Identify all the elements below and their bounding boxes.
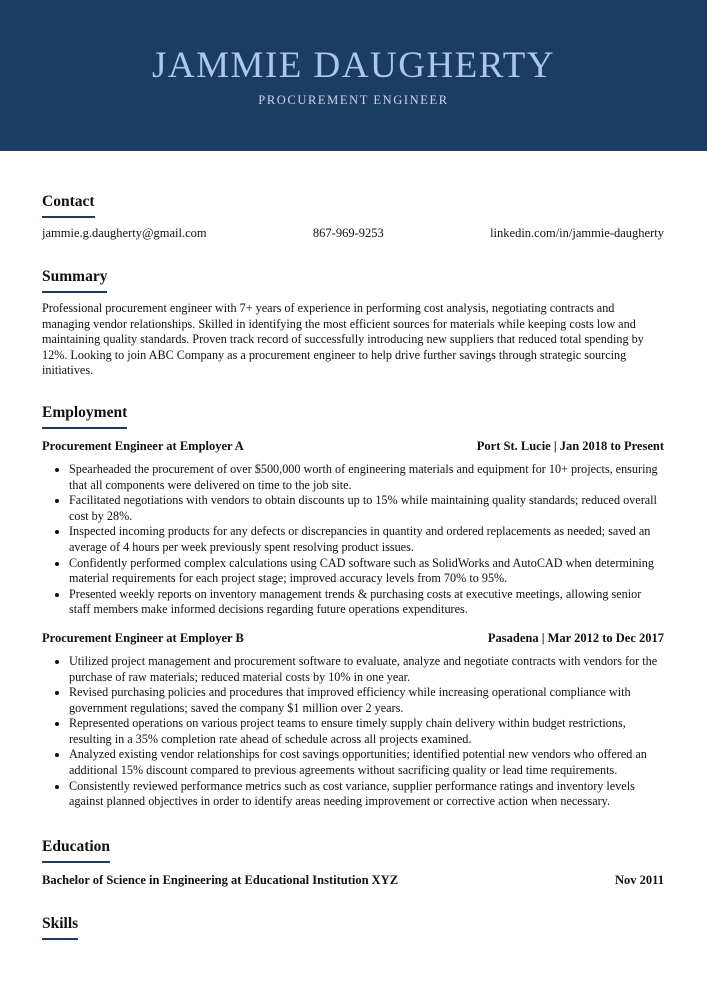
job-title: PROCUREMENT ENGINEER — [258, 93, 449, 107]
resume-header — [0, 0, 707, 151]
resume-body — [0, 193, 707, 940]
contact-email[interactable]: jammie.g.daugherty@gmail.com — [42, 226, 207, 240]
job-header — [42, 631, 664, 646]
job-title-a: Procurement Engineer at Employer A — [42, 438, 244, 453]
job-meta-a: Port St. Lucie | Jan 2018 to Present — [476, 438, 664, 453]
contact-linkedin[interactable]: linkedin.com/in/jammie-daugherty — [490, 226, 664, 240]
job-header — [42, 439, 664, 454]
employment-section — [42, 404, 664, 810]
list-item: • Analyzed existing vendor relationships for cost savings opportunities; identified potential new vendors who offered an additional 15% discount compared to previous agreements without sacrificing quality or lead time requirements. — [69, 747, 664, 778]
list-item: • Confidently performed complex calculations using CAD software such as SolidWorks and AutoCAD when determining material requirements for each project stage; improved accuracy levels from 70% to 95%. — [69, 556, 664, 587]
list-item: • Represented operations on various project teams to ensure timely supply chain delivery within budget restrictions, resulting in a 35% completion rate ahead of schedule across all projects examined. — [69, 716, 664, 747]
contact-heading: Contact — [42, 193, 95, 218]
list-item: • Utilized project management and procurement software to evaluate, analyze and negotiate contracts with vendors for the purchase of raw materials; reduced material costs by 10% in one year. — [69, 654, 664, 685]
candidate-name: JAMMIE DAUGHERTY — [151, 45, 556, 86]
contact-section — [42, 193, 664, 241]
skills-section — [42, 915, 664, 940]
job-bullets-b — [42, 654, 664, 810]
contact-row — [42, 226, 664, 241]
education-row — [42, 873, 664, 888]
education-date: Nov 2011 — [615, 872, 664, 887]
list-item: • Revised purchasing policies and procedures that improved efficiency while increasing operational compliance with government regulations; saved the company $1 million over 2 years. — [69, 685, 664, 716]
list-item: • Consistently reviewed performance metrics such as cost variance, supplier performance ratings and inventory levels against planned objectives in order to identify areas needing improvement or corrective action when necessary. — [69, 779, 664, 810]
job-bullets-a — [42, 462, 664, 618]
contact-phone[interactable]: 867-969-9253 — [312, 226, 384, 240]
summary-heading: Summary — [42, 268, 107, 293]
list-item: • Facilitated negotiations with vendors to obtain discounts up to 15% while maintaining quality standards; reduced overall cost by 28%. — [69, 493, 664, 524]
list-item: • Spearheaded the procurement of over $500,000 worth of engineering materials and equipment for 10+ projects, ensuring that all components were delivered on time to the job site. — [69, 462, 664, 493]
summary-section — [42, 268, 664, 379]
job-meta-b: Pasadena | Mar 2012 to Dec 2017 — [487, 630, 664, 645]
list-item: • Inspected incoming products for any defects or discrepancies in quantity and ordered replacements as needed; saved an average of 4 hours per week previously spent resolving product issues. — [69, 524, 664, 555]
education-degree: Bachelor of Science in Engineering at Educational Institution XYZ — [42, 872, 399, 887]
summary-text: Professional procurement engineer with 7+ years of experience in performing cost analysis, negotiating contracts and managing vendor relationships. Skilled in identifying the most efficient sources for materials while keeping costs low and maintaining quality standards. Proven track record of successfully introducing new suppliers that reduced total spending by 12%. Looking to join ABC Company as a procurement engineer to help drive further savings through strategic sourcing initiatives. — [42, 301, 644, 378]
job-title-b: Procurement Engineer at Employer B — [42, 630, 244, 645]
employment-heading: Employment — [42, 404, 127, 429]
education-heading: Education — [42, 838, 110, 863]
education-section — [42, 838, 664, 888]
skills-heading: Skills — [42, 915, 78, 940]
list-item: • Presented weekly reports on inventory management trends & purchasing costs at executive meetings, allowing senior staff members make informed decisions regarding future operations expenditures. — [69, 587, 664, 618]
